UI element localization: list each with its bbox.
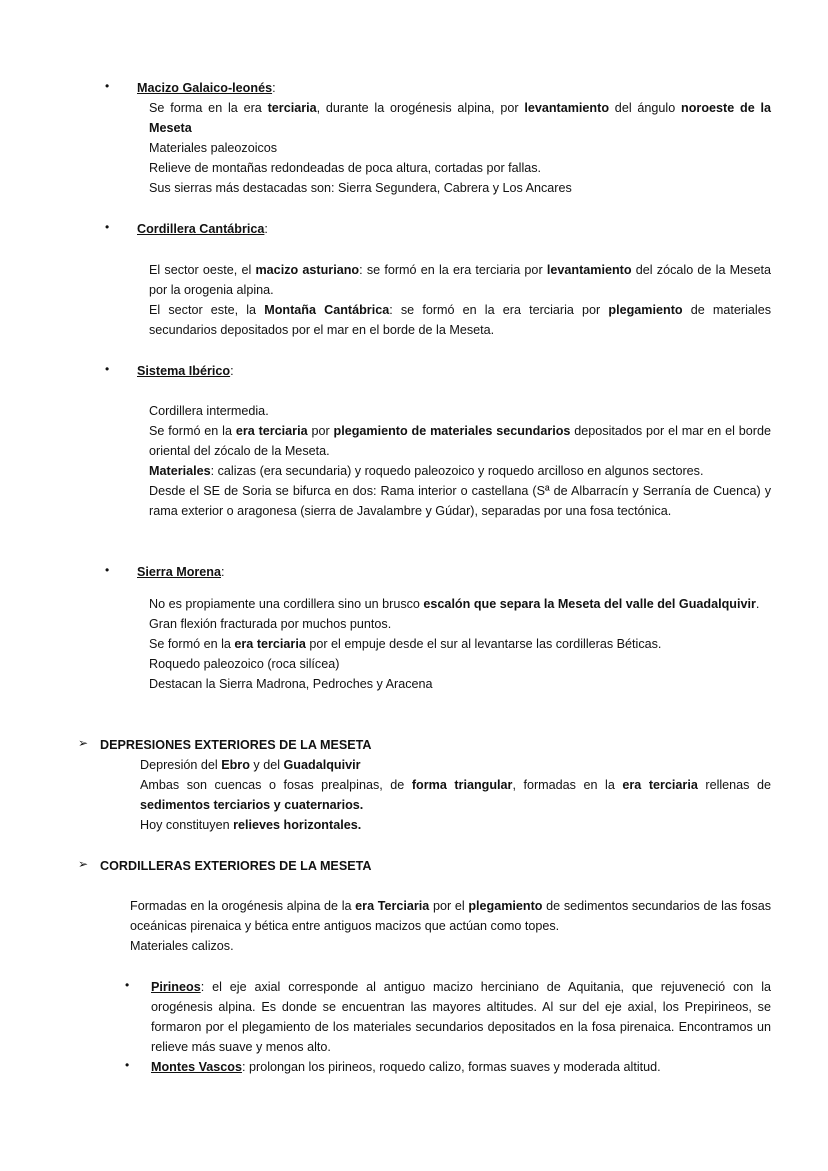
exteriores-body	[130, 896, 771, 956]
paragraph-line	[149, 614, 771, 634]
colon: :	[221, 565, 225, 579]
text: Se formó en la	[149, 637, 235, 651]
bold-text: Ebro	[221, 758, 250, 772]
bold-text: forma triangular	[411, 778, 513, 792]
paragraph-line	[140, 755, 771, 775]
cantabrica-body	[149, 260, 771, 340]
vascos-item	[151, 1057, 771, 1077]
paragraph-line	[149, 178, 771, 198]
text: Destacan la Sierra Madrona, Pedroches y Aracena	[149, 677, 433, 691]
paragraph-line	[140, 775, 771, 815]
bold-text: levantamiento	[524, 101, 610, 115]
vascos-text: : prolongan los pirineos, roquedo calizo, formas suaves y moderada altitud.	[242, 1060, 661, 1074]
section-title-cantabrica	[137, 219, 268, 239]
text: Desde el SE de Soria se bifurca en dos: Rama interior o castellana (Sª de Albarracín y Serranía de Cuenca) y rama exterior o aragonesa (sierra de Javalambre y Gúdar), separadas por una fosa tectónica.	[149, 484, 771, 518]
text: Depresión del	[140, 758, 222, 772]
text: , durante la orogénesis alpina, por	[316, 101, 525, 115]
text: Relieve de montañas redondeadas de poca altura, cortadas por fallas.	[149, 161, 542, 175]
text: Hoy constituyen	[140, 818, 234, 832]
text: Se forma en la era	[149, 101, 268, 115]
paragraph-line	[149, 674, 771, 694]
text: depositados por el mar en el borde oriental del zócalo de la Meseta.	[149, 424, 772, 458]
bold-text: levantamiento	[546, 263, 632, 277]
heading-depresiones: DEPRESIONES EXTERIORES DE LA MESETA	[100, 738, 372, 752]
text: Materiales paleozoicos	[149, 141, 278, 155]
text: , formadas en la	[512, 778, 623, 792]
arrow-bullet-icon: ➢	[78, 857, 89, 871]
bold-text: plegamiento	[468, 899, 543, 913]
bullet-icon: •	[105, 563, 110, 577]
paragraph-line	[149, 421, 771, 461]
paragraph-line	[149, 461, 771, 481]
bold-text: era terciaria	[234, 637, 306, 651]
paragraph-line	[149, 98, 771, 138]
pirineos-text: : el eje axial corresponde al antiguo macizo herciniano de Aquitania, que rejuveneció con la orogénesis alpina. Es donde se encuentran las mayores altitudes. Al sur del eje axial, los Prepirineos, se formaron por el plegamiento de los materiales secundarios depositados en la fosa pirenaica. Encontramos un relieve más suave y menos alto.	[151, 980, 771, 1054]
arrow-bullet-icon: ➢	[78, 736, 89, 750]
bullet-icon: •	[125, 978, 130, 992]
section-title-morena	[137, 562, 225, 582]
text: Formadas en la orogénesis alpina de la	[130, 899, 356, 913]
heading-cordilleras-exteriores: CORDILLERAS EXTERIORES DE LA MESETA	[100, 859, 372, 873]
paragraph-line	[149, 654, 771, 674]
bold-text: noroeste de la Meseta	[149, 101, 772, 135]
text: : calizas (era secundaria) y roquedo paleozoico y roquedo arcilloso en algunos sectores.	[210, 464, 704, 478]
text: El sector este, la	[149, 303, 265, 317]
paragraph-line	[149, 158, 771, 178]
title-text: Sistema Ibérico	[137, 364, 231, 378]
galaico-body	[149, 98, 771, 198]
bold-text: relieves horizontales.	[233, 818, 362, 832]
bold-text: macizo asturiano	[255, 263, 360, 277]
text: Ambas son cuencas o fosas prealpinas, de	[140, 778, 412, 792]
text: por el empuje desde el sur al levantarse las cordilleras Béticas.	[305, 637, 662, 651]
bullet-icon: •	[105, 79, 110, 93]
text: : se formó en la era terciaria por	[359, 263, 547, 277]
colon: :	[264, 222, 268, 236]
text: y del	[249, 758, 284, 772]
text: de materiales secundarios depositados por el mar en el borde de la Meseta.	[149, 303, 771, 337]
bold-text: era terciaria	[622, 778, 698, 792]
paragraph-line	[140, 815, 771, 835]
text: No es propiamente una cordillera sino un brusco	[149, 597, 424, 611]
text: Roquedo paleozoico (roca silícea)	[149, 657, 340, 671]
bold-text: era terciaria	[235, 424, 308, 438]
paragraph-line	[130, 936, 771, 956]
paragraph-line	[149, 260, 771, 300]
section-title-galaico	[137, 78, 276, 98]
text: del zócalo de la Meseta por la orogenia alpina.	[149, 263, 771, 297]
vascos-title: Montes Vascos	[151, 1060, 242, 1074]
text: .	[755, 597, 760, 611]
bold-text: terciaria	[267, 101, 317, 115]
paragraph-line	[149, 138, 771, 158]
text: El sector oeste, el	[149, 263, 256, 277]
paragraph-line	[149, 634, 771, 654]
bold-text: plegamiento	[608, 303, 683, 317]
title-text: Macizo Galaico-leonés	[137, 81, 273, 95]
section-title-iberico	[137, 361, 234, 381]
morena-body	[149, 594, 771, 694]
paragraph-line	[149, 300, 771, 340]
bullet-icon: •	[105, 220, 110, 234]
depresiones-body	[140, 755, 771, 835]
text: rellenas de	[697, 778, 772, 792]
iberico-body	[149, 401, 771, 521]
text: Sus sierras más destacadas son: Sierra Segundera, Cabrera y Los Ancares	[149, 181, 572, 195]
bold-text: escalón que separa la Meseta del valle del Guadalquivir	[423, 597, 756, 611]
text: del ángulo	[609, 101, 682, 115]
bold-text: Guadalquivir	[283, 758, 361, 772]
bold-text: Materiales	[149, 464, 211, 478]
paragraph-line	[130, 896, 771, 936]
bold-text: era Terciaria	[355, 899, 430, 913]
pirineos-title: Pirineos	[151, 980, 201, 994]
text: Se formó en la	[149, 424, 236, 438]
text: Gran flexión fracturada por muchos puntos.	[149, 617, 392, 631]
title-text: Sierra Morena	[137, 565, 221, 579]
paragraph-line	[149, 401, 771, 421]
text: : se formó en la era terciaria por	[389, 303, 609, 317]
text: por	[307, 424, 334, 438]
text: Cordillera intermedia.	[149, 404, 269, 418]
colon: :	[272, 81, 276, 95]
text: por el	[429, 899, 469, 913]
pirineos-item	[151, 977, 771, 1057]
bold-text: sedimentos terciarios y cuaternarios.	[140, 798, 364, 812]
text: Materiales calizos.	[130, 939, 234, 953]
colon: :	[230, 364, 234, 378]
bullet-icon: •	[105, 362, 110, 376]
bold-text: Montaña Cantábrica	[264, 303, 390, 317]
paragraph-line	[149, 594, 771, 614]
bullet-icon: •	[125, 1058, 130, 1072]
title-text: Cordillera Cantábrica	[137, 222, 265, 236]
text: de sedimentos secundarios de las fosas oceánicas pirenaica y bética entre antiguos macizos que actúan como topes.	[130, 899, 772, 933]
bold-text: plegamiento de materiales secundarios	[333, 424, 571, 438]
paragraph-line	[149, 481, 771, 521]
